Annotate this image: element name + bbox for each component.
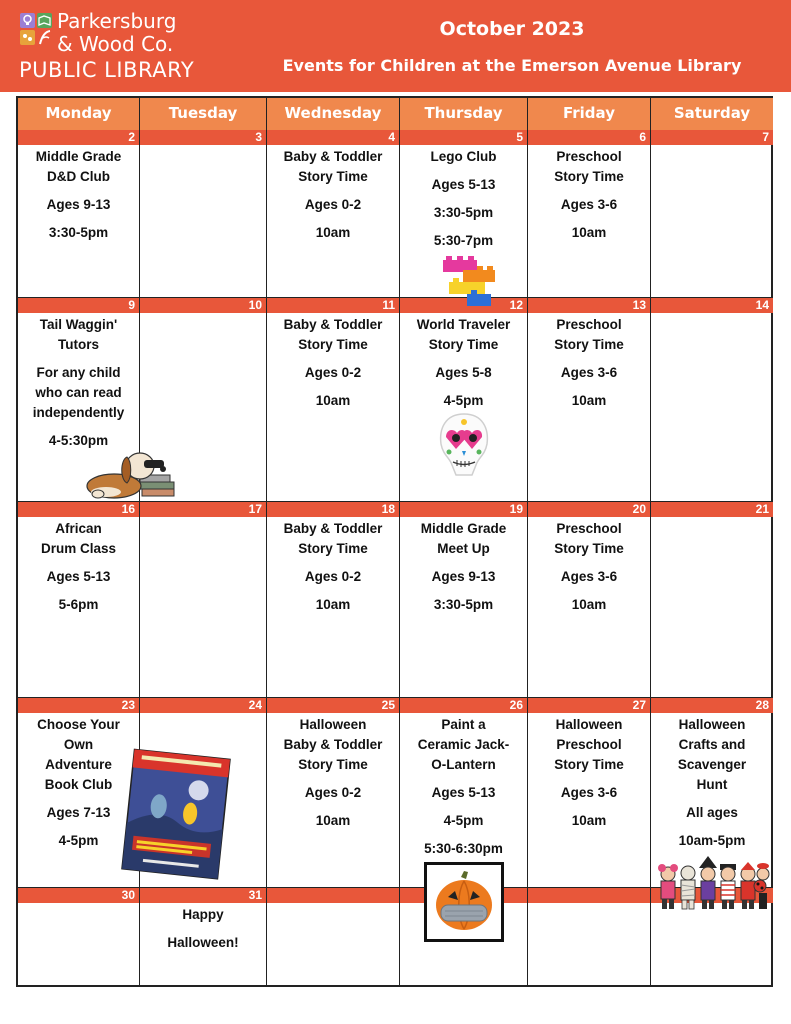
event-line: Scavenger xyxy=(677,757,747,772)
event-line: All ages xyxy=(686,805,738,820)
event-line: World Traveler xyxy=(416,317,511,332)
header-banner xyxy=(0,0,791,92)
event-line: 10am xyxy=(315,813,351,828)
date-number: 18 xyxy=(267,502,399,517)
event-line: Baby & Toddler xyxy=(283,521,383,536)
date-number: 4 xyxy=(267,130,399,145)
calendar-day-cell xyxy=(140,502,267,698)
event-line: Story Time xyxy=(298,337,368,352)
line-gap xyxy=(400,775,527,783)
calendar-day-cell xyxy=(267,698,400,888)
event-details xyxy=(267,315,399,411)
event-details xyxy=(528,147,650,243)
calendar-day-cell xyxy=(528,888,651,985)
line-gap xyxy=(267,559,399,567)
line-gap xyxy=(18,187,139,195)
event-line: Ages 5-8 xyxy=(435,365,492,380)
calendar-day-cell xyxy=(528,502,651,698)
date-number: 10 xyxy=(140,298,266,313)
line-gap xyxy=(18,215,139,223)
lego-bricks-icon xyxy=(437,256,499,312)
event-line: 10am-5pm xyxy=(678,833,746,848)
event-line: Crafts and xyxy=(678,737,746,752)
line-gap xyxy=(528,215,650,223)
line-gap xyxy=(528,803,650,811)
event-line: Lego Club xyxy=(430,149,497,164)
event-line: Ages 0-2 xyxy=(304,197,362,212)
line-gap xyxy=(528,559,650,567)
event-line: Drum Class xyxy=(40,541,117,556)
day-header-friday: Friday xyxy=(528,98,651,130)
event-line: Baby & Toddler xyxy=(283,317,383,332)
line-gap xyxy=(528,587,650,595)
sugar-skull-icon xyxy=(436,411,492,477)
line-gap xyxy=(400,223,527,231)
date-number: 20 xyxy=(528,502,650,517)
event-details xyxy=(18,519,139,615)
event-line: Story Time xyxy=(298,169,368,184)
event-line: African xyxy=(55,521,102,536)
event-line: Ages 3-6 xyxy=(560,569,618,584)
event-details xyxy=(267,715,399,831)
event-details xyxy=(18,147,139,243)
date-number: 24 xyxy=(140,698,266,713)
date-number: 13 xyxy=(528,298,650,313)
event-line: Ages 0-2 xyxy=(304,365,362,380)
date-number: 30 xyxy=(18,888,139,903)
page-subtitle: Events for Children at the Emerson Avenue Library xyxy=(282,56,742,75)
event-line: 4-5pm xyxy=(58,833,99,848)
event-line: Meet Up xyxy=(437,541,490,556)
event-line: D&D Club xyxy=(47,169,110,184)
line-gap xyxy=(267,383,399,391)
event-line: Own xyxy=(63,737,94,752)
event-line: 4-5:30pm xyxy=(48,433,109,448)
event-line: Story Time xyxy=(298,757,368,772)
calendar-day-cell xyxy=(651,130,773,298)
date-number: 16 xyxy=(18,502,139,517)
event-details xyxy=(651,715,773,851)
date-number: 2 xyxy=(18,130,139,145)
date-number: 9 xyxy=(18,298,139,313)
date-number xyxy=(267,888,399,903)
event-details xyxy=(528,519,650,615)
line-gap xyxy=(18,355,139,363)
line-gap xyxy=(18,423,139,431)
event-line: 10am xyxy=(315,225,351,240)
event-line: 10am xyxy=(571,813,607,828)
calendar-day-cell xyxy=(528,130,651,298)
event-line: Tutors xyxy=(58,337,99,352)
line-gap xyxy=(400,195,527,203)
date-number xyxy=(528,888,650,903)
event-details xyxy=(400,519,527,615)
line-gap xyxy=(267,587,399,595)
library-logo xyxy=(17,8,217,84)
date-number: 26 xyxy=(400,698,527,713)
line-gap xyxy=(400,831,527,839)
event-line: Ages 3-6 xyxy=(560,197,618,212)
event-line: Ages 0-2 xyxy=(304,569,362,584)
event-line: Book Club xyxy=(44,777,113,792)
calendar-day-cell xyxy=(18,502,140,698)
calendar-day-cell xyxy=(267,298,400,502)
line-gap xyxy=(528,355,650,363)
day-header-monday: Monday xyxy=(18,98,140,130)
calendar-day-cell xyxy=(267,502,400,698)
event-line: Middle Grade xyxy=(35,149,122,164)
event-line: Ages 5-13 xyxy=(46,569,111,584)
event-line: Middle Grade xyxy=(420,521,507,536)
day-header-tuesday: Tuesday xyxy=(140,98,267,130)
event-line: Story Time xyxy=(554,757,624,772)
line-gap xyxy=(267,803,399,811)
event-line: 5:30-6:30pm xyxy=(424,841,503,856)
event-line: Story Time xyxy=(554,169,624,184)
event-line: Adventure xyxy=(45,757,112,772)
event-line: Preschool xyxy=(556,317,622,332)
date-number: 14 xyxy=(651,298,773,313)
event-line: 3:30-5pm xyxy=(48,225,109,240)
line-gap xyxy=(400,355,527,363)
library-logo-icon xyxy=(19,12,53,46)
event-line: 10am xyxy=(571,597,607,612)
event-line: 4-5pm xyxy=(443,393,484,408)
date-number: 27 xyxy=(528,698,650,713)
event-line: 10am xyxy=(571,225,607,240)
date-number: 31 xyxy=(140,888,266,903)
event-details xyxy=(400,147,527,251)
costumed-kids-icon xyxy=(656,856,770,912)
event-line: Ages 0-2 xyxy=(304,785,362,800)
event-line: 10am xyxy=(315,393,351,408)
calendar-day-cell xyxy=(140,130,267,298)
event-line: Halloween xyxy=(299,717,367,732)
event-details xyxy=(140,905,266,953)
event-line: For any child xyxy=(36,365,121,380)
event-line: Ages 9-13 xyxy=(431,569,496,584)
event-line: Baby & Toddler xyxy=(283,149,383,164)
line-gap xyxy=(400,559,527,567)
event-line: Halloween xyxy=(678,717,746,732)
event-line: 3:30-5pm xyxy=(433,597,494,612)
event-line: 10am xyxy=(315,597,351,612)
line-gap xyxy=(400,383,527,391)
date-number: 12 xyxy=(400,298,527,313)
jack-o-lantern-icon xyxy=(431,869,497,935)
event-details xyxy=(400,715,527,859)
event-line: Ages 9-13 xyxy=(46,197,111,212)
event-line: 10am xyxy=(571,393,607,408)
event-line: Tail Waggin' xyxy=(39,317,118,332)
beagle-dog-icon xyxy=(84,448,176,500)
calendar-day-cell xyxy=(18,888,140,985)
date-number: 25 xyxy=(267,698,399,713)
calendar-day-cell xyxy=(267,130,400,298)
book-cover-icon xyxy=(118,748,232,880)
line-gap xyxy=(18,587,139,595)
event-line: Story Time xyxy=(554,337,624,352)
line-gap xyxy=(140,925,266,933)
line-gap xyxy=(400,803,527,811)
date-number: 17 xyxy=(140,502,266,517)
date-number: 19 xyxy=(400,502,527,517)
event-line: Ages 3-6 xyxy=(560,365,618,380)
event-line: Happy xyxy=(182,907,224,922)
date-number: 6 xyxy=(528,130,650,145)
line-gap xyxy=(528,187,650,195)
calendar-day-cell xyxy=(140,888,267,985)
logo-line-1: Parkersburg xyxy=(57,9,177,33)
event-line: Story Time xyxy=(428,337,499,352)
date-number: 11 xyxy=(267,298,399,313)
event-details xyxy=(267,519,399,615)
calendar-day-cell xyxy=(651,502,773,698)
calendar-day-cell xyxy=(528,698,651,888)
event-line: O-Lantern xyxy=(431,757,496,772)
page-title: October 2023 xyxy=(439,18,585,40)
event-details xyxy=(267,147,399,243)
calendar-day-cell xyxy=(400,698,528,888)
event-line: Preschool xyxy=(556,521,622,536)
event-line: Paint a xyxy=(441,717,486,732)
line-gap xyxy=(400,167,527,175)
date-number: 3 xyxy=(140,130,266,145)
event-line: Baby & Toddler xyxy=(283,737,383,752)
event-details xyxy=(400,315,527,411)
logo-line-2: & Wood Co. xyxy=(57,32,174,56)
event-line: Ceramic Jack- xyxy=(417,737,510,752)
event-line: Ages 3-6 xyxy=(560,785,618,800)
event-details xyxy=(18,315,139,451)
line-gap xyxy=(528,383,650,391)
event-line: Story Time xyxy=(298,541,368,556)
event-line: independently xyxy=(32,405,125,420)
date-number: 23 xyxy=(18,698,139,713)
line-gap xyxy=(18,559,139,567)
line-gap xyxy=(267,775,399,783)
calendar-day-cell xyxy=(528,298,651,502)
line-gap xyxy=(267,187,399,195)
calendar-day-cell xyxy=(18,130,140,298)
calendar-day-cell xyxy=(651,298,773,502)
line-gap xyxy=(528,775,650,783)
event-line: 3:30-5pm xyxy=(433,205,494,220)
date-number: 7 xyxy=(651,130,773,145)
event-line: Ages 5-13 xyxy=(431,785,496,800)
event-line: 4-5pm xyxy=(443,813,484,828)
event-line: who can read xyxy=(35,385,122,400)
event-details xyxy=(528,715,650,831)
line-gap xyxy=(267,355,399,363)
event-line: Preschool xyxy=(556,737,622,752)
event-details xyxy=(528,315,650,411)
event-line: Hunt xyxy=(696,777,728,792)
calendar-day-cell xyxy=(267,888,400,985)
event-line: 5:30-7pm xyxy=(433,233,494,248)
line-gap xyxy=(400,587,527,595)
date-number: 28 xyxy=(651,698,773,713)
jack-o-lantern-frame xyxy=(424,862,504,942)
event-line: Ages 5-13 xyxy=(431,177,496,192)
line-gap xyxy=(651,823,773,831)
line-gap xyxy=(651,795,773,803)
event-line: Story Time xyxy=(554,541,624,556)
line-gap xyxy=(267,215,399,223)
logo-line-3: PUBLIC LIBRARY xyxy=(19,58,195,82)
date-number: 5 xyxy=(400,130,527,145)
day-header-wednesday: Wednesday xyxy=(267,98,400,130)
calendar-day-cell xyxy=(400,502,528,698)
day-header-thursday: Thursday xyxy=(400,98,528,130)
event-line: Ages 7-13 xyxy=(46,805,111,820)
day-header-saturday: Saturday xyxy=(651,98,773,130)
event-line: 5-6pm xyxy=(58,597,99,612)
date-number: 21 xyxy=(651,502,773,517)
event-line: Halloween! xyxy=(167,935,239,950)
event-line: Choose Your xyxy=(37,717,120,732)
event-line: Halloween xyxy=(555,717,623,732)
event-line: Preschool xyxy=(556,149,622,164)
